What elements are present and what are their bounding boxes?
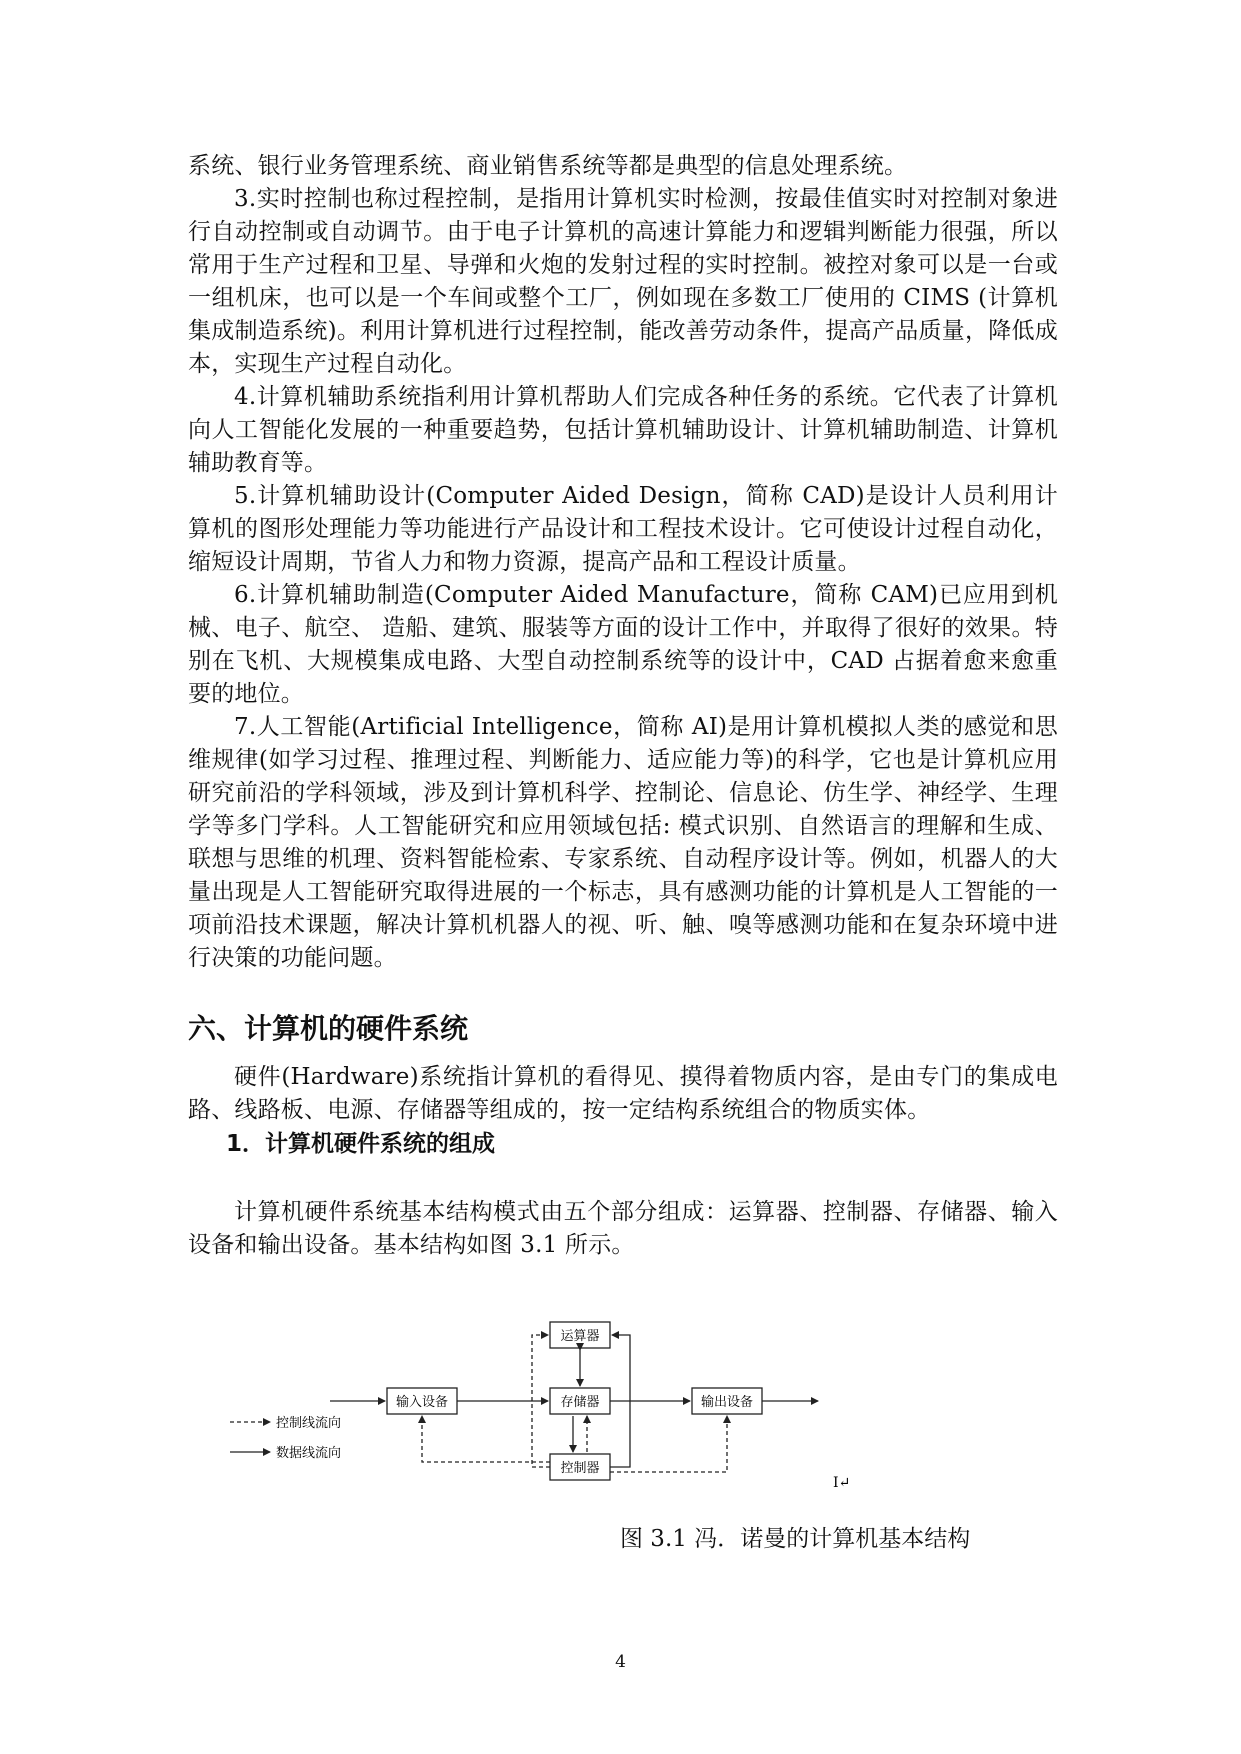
control-line-to-input — [422, 1416, 550, 1462]
body-text-top — [188, 150, 1058, 975]
body-text-structure — [188, 1196, 1058, 1262]
body-text-hardware — [188, 1061, 1058, 1127]
von-neumann-diagram — [230, 1302, 880, 1502]
paragraph-continuation: 系统、银行业务管理系统、商业销售系统等都是典型的信息处理系统。 — [188, 153, 908, 179]
paragraph-cad: 5.计算机辅助设计(Computer Aided Design，简称 CAD)是设计人员利用计算机的图形处理能力等功能进行产品设计和工程技术设计。它可使设计过程自动化，缩短设计周期，节省人力和物力资源，提高产品和工程设计质量。 — [188, 483, 1058, 575]
output-device-label: 输出设备 — [700, 1395, 754, 1410]
paragraph-ai: 7.人工智能(Artificial Intelligence，简称 AI)是用计算机模拟人类的感觉和思维规律(如学习过程、推理过程、判断能力、适应能力等)的科学，它也是计算机应用研究前沿的学科领域，涉及到计算机科学、控制论、信息论、仿生学、神经学、生理学等多门学科。人工智能研究和应用领域包括: 模式识别、自然语言的理解和生成、联想与思维的机理、资料智能检索、专家系统、自动程序设计等。例如，机器人的大量出现是人工智能研究取得进展的一个标志，具有感测功能的计算机是人工智能的一项前沿技术课题，解决计算机机器人的视、听、触、嗅等感测功能和在复杂环境中进行决策的功能问题。 — [188, 714, 1058, 971]
memory-label: 存储器 — [560, 1395, 600, 1410]
page-number: 4 — [615, 1652, 626, 1672]
control-line-to-output — [610, 1416, 727, 1472]
figure-caption: 图 3.1 冯．诺曼的计算机基本结构 — [620, 1526, 971, 1552]
paragraph-realtime-control: 3.实时控制也称过程控制，是指用计算机实时检测，按最佳值实时对控制对象进行自动控制或自动调节。由于电子计算机的高速计算能力和逻辑判断能力很强，所以常用于生产过程和卫星、导弹和火炮的发射过程的实时控制。被控对象可以是一台或一组机床，也可以是一个车间或整个工厂，例如现在多数工厂使用的 CIMS (计算机集成制造系统)。利用计算机进行过程控制，能改善劳动条件，提高产品质量，降低成本，实现生产过程自动化。 — [188, 186, 1058, 377]
memory-box — [550, 1388, 610, 1414]
paragraph-cam: 6.计算机辅助制造(Computer Aided Manufacture，简称 CAM)已应用到机械、电子、航空、 造船、建筑、服装等方面的设计工作中，并取得了很好的效果。特别在飞机、大规模集成电路、大型自动控制系统等的设计中，CAD 占据着愈来愈重要的地位。 — [188, 582, 1058, 707]
legend-data-label: 数据线流向 — [276, 1446, 342, 1461]
paragraph-computer-aided-systems: 4.计算机辅助系统指利用计算机帮助人们完成各种任务的系统。它代表了计算机向人工智能化发展的一种重要趋势，包括计算机辅助设计、计算机辅助制造、计算机辅助教育等。 — [188, 384, 1058, 476]
text-cursor-mark: I↵ — [833, 1475, 851, 1491]
controller-label: 控制器 — [560, 1461, 600, 1476]
paragraph-hardware-definition: 硬件(Hardware)系统指计算机的看得见、摸得着物质内容，是由专门的集成电路、线路板、电源、存储器等组成的，按一定结构系统组合的物质实体。 — [188, 1064, 1058, 1123]
paragraph-structure: 计算机硬件系统基本结构模式由五个部分组成：运算器、控制器、存储器、输入设备和输出设备。基本结构如图 3.1 所示。 — [188, 1199, 1058, 1258]
sub-heading: 1．计算机硬件系统的组成 — [226, 1131, 496, 1157]
output-device-box — [692, 1388, 762, 1414]
input-device-label: 输入设备 — [395, 1395, 449, 1410]
alu-box — [550, 1322, 610, 1348]
legend-control-label: 控制线流向 — [276, 1416, 342, 1431]
alu-label: 运算器 — [560, 1329, 600, 1344]
controller-box — [550, 1454, 610, 1480]
section-heading: 六、计算机的硬件系统 — [188, 1012, 469, 1045]
input-device-box — [387, 1388, 457, 1414]
